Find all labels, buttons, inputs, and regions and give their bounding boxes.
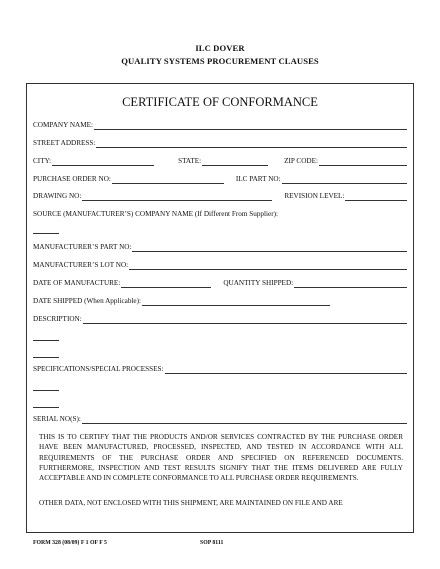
street-address-label: STREET ADDRESS: [33,139,96,147]
po-part-row [33,173,407,184]
date-shipped-label: DATE SHIPPED (When Applicable): [33,297,141,305]
manufacture-quantity-row [33,277,407,288]
purchase-order-no-field[interactable] [112,175,224,184]
manufacturers-lot-no-label: MANUFACTURER’S LOT NO: [33,261,129,269]
city-label: CITY: [33,157,52,165]
description-line-2[interactable] [33,340,59,341]
manufacturers-part-no-row [33,241,407,252]
ilc-part-no-field[interactable] [282,175,407,184]
city-state-zip-row [33,155,407,166]
quantity-shipped-label: QUANTITY SHIPPED: [223,279,294,287]
city-field[interactable] [52,157,154,166]
street-address-field[interactable] [96,139,407,148]
purchase-order-no-label: PURCHASE ORDER NO: [33,175,111,183]
company-name-row [33,119,407,130]
specifications-line-3[interactable] [33,407,59,408]
date-of-manufacture-label: DATE OF MANUFACTURE: [33,279,121,287]
certification-statement: THIS IS TO CERTIFY THAT THE PRODUCTS AND/OR SERVICES CONTRACTED BY THE PURCHASE ORDER HAVE BEEN MANUFACTURED, PROCESSED, INSPECTED, AND TESTED IN ACCORDANCE WITH ALL REQUIREMENTS OF THE PURCHASE ORDER AND SPECIFIED ON REFERENCED DOCUMENTS. FURTHERMORE, INSPECTION AND TEST RESULTS SIGNIFY THAT THE ITEMS DELIVERED ARE FULLY ACCEPTABLE AND IN COMPLETE CONFORMANCE TO ALL PURCHASE ORDER REQUIREMENTS. [39,433,403,483]
date-of-manufacture-field[interactable] [121,279,211,288]
source-company-row [33,208,407,219]
specifications-row [33,363,407,374]
specifications-line-2[interactable] [33,390,59,391]
date-shipped-field[interactable] [142,297,330,306]
ilc-part-no-label: ILC PART NO: [235,175,281,183]
header-company: ILC DOVER [195,43,245,53]
state-field[interactable] [202,157,268,166]
other-data-statement: OTHER DATA, NOT ENCLOSED WITH THIS SHIPMENT, ARE MAINTAINED ON FILE AND ARE [39,499,343,507]
description-row [33,313,407,324]
zip-code-label: ZIP CODE: [284,157,318,165]
description-line-3[interactable] [33,357,59,358]
date-shipped-row [33,295,407,306]
manufacturers-part-no-label: MANUFACTURER’S PART NO: [33,243,132,251]
description-field[interactable] [83,315,407,324]
sop-number: SOP 8111 [200,540,224,546]
source-company-label: SOURCE (MANUFACTURER’S) COMPANY NAME (If Different From Supplier): [33,210,278,218]
serial-nos-row [33,413,407,424]
description-label: DESCRIPTION: [33,315,82,323]
manufacturers-lot-no-field[interactable] [129,261,407,270]
manufacturers-part-no-field[interactable] [132,243,407,252]
company-name-label: COMPANY NAME: [33,121,93,129]
revision-level-label: REVISION LEVEL: [284,192,345,200]
manufacturers-lot-no-row [33,259,407,270]
specifications-label: SPECIFICATIONS/SPECIAL PROCESSES: [33,365,164,373]
street-address-row [33,137,407,148]
header-subtitle: QUALITY SYSTEMS PROCUREMENT CLAUSES [121,56,319,66]
source-company-field[interactable] [33,233,59,234]
company-name-field[interactable] [94,121,407,130]
drawing-no-label: DRAWING NO: [33,192,82,200]
certificate-title: CERTIFICATE OF CONFORMANCE [122,95,318,109]
serial-nos-label: SERIAL NO(S): [33,415,81,423]
form-id: FORM 328 (08/09) F 1 OF F 5 [33,540,107,546]
specifications-field[interactable] [165,365,407,374]
serial-nos-field[interactable] [82,415,407,424]
zip-code-field[interactable] [319,157,407,166]
drawing-no-field[interactable] [82,192,272,201]
drawing-revision-row [33,190,407,201]
quantity-shipped-field[interactable] [294,279,407,288]
certificate-box [26,83,414,533]
revision-level-field[interactable] [345,192,407,201]
state-label: STATE: [178,157,202,165]
